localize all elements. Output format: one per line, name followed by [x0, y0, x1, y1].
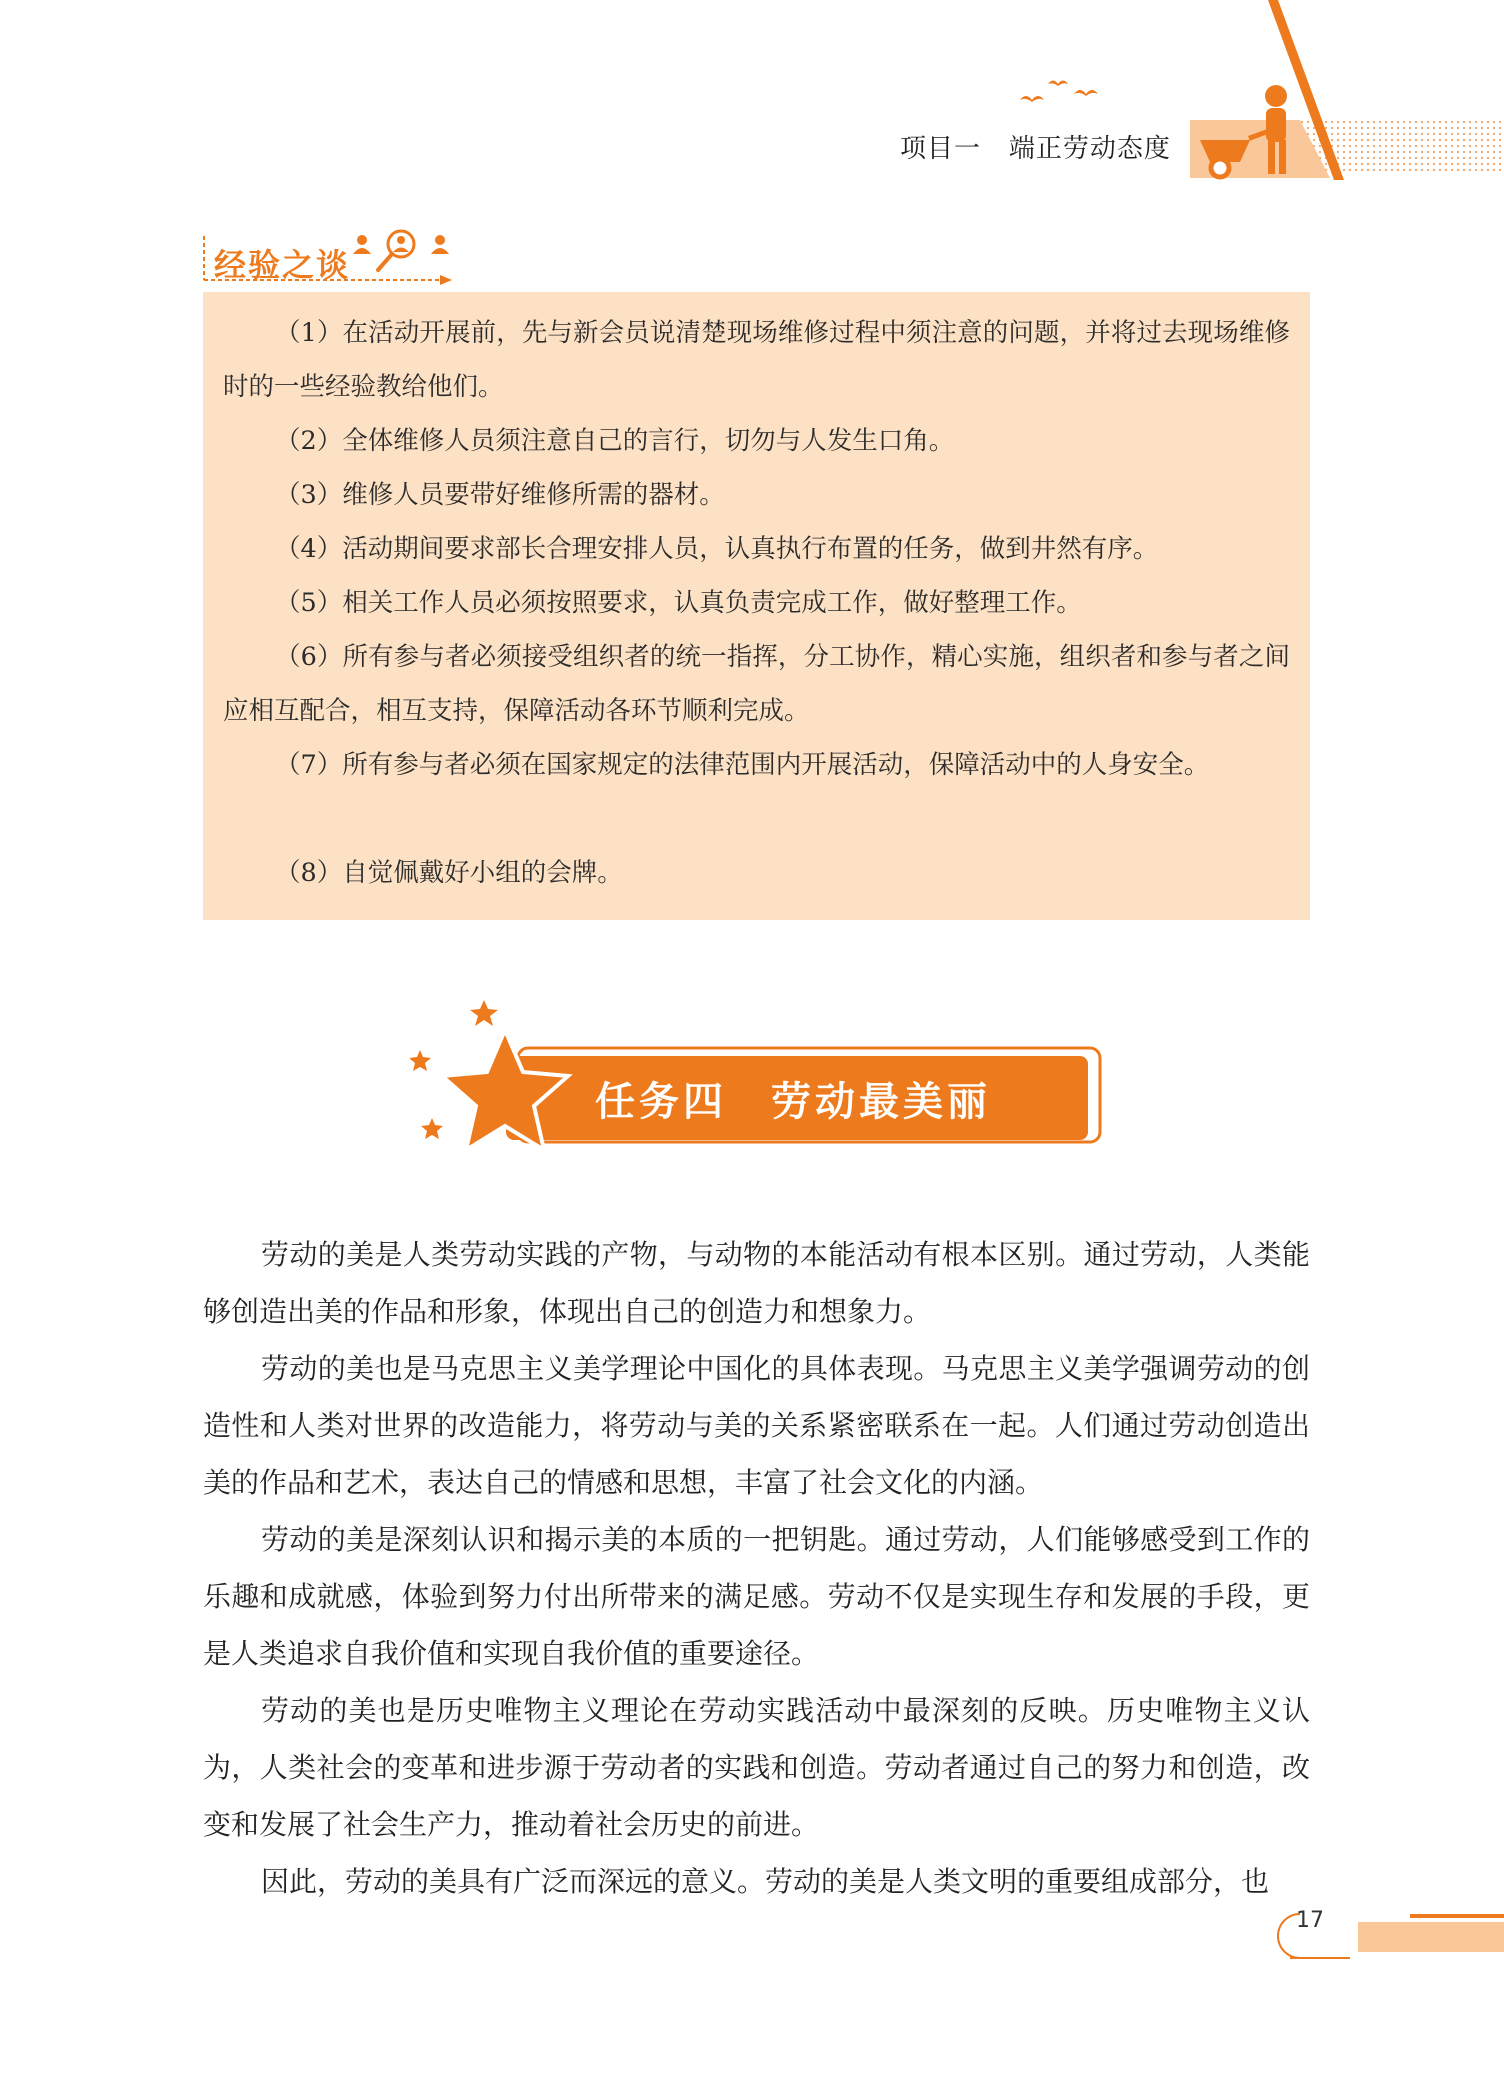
people-search-icon	[350, 228, 460, 274]
experience-item-2: （2）全体维修人员须注意自己的言行，切勿与人发生口角。	[275, 426, 955, 456]
header-project: 项目一	[900, 134, 982, 164]
body-paragraph-1: 劳动的美是人类劳动实践的产物，与动物的本能活动有根本区别。通过劳动，人类能够创造出美的作品和形象，体现出自己的创造力和想象力。	[203, 1238, 1310, 1328]
experience-item-7: （7）所有参与者必须在国家规定的法律范围内开展活动，保障活动中的人身安全。	[275, 750, 1210, 780]
task-title: 任务四 劳动最美丽	[595, 1079, 991, 1125]
page-number: 17	[1296, 1908, 1324, 1933]
small-star-icon	[470, 1000, 498, 1026]
experience-heading	[200, 232, 460, 292]
experience-item-8: （8）自觉佩戴好小组的会牌。	[275, 858, 623, 888]
small-star-icon	[421, 1118, 443, 1139]
experience-item-4: （4）活动期间要求部长合理安排人员，认真执行布置的任务，做到井然有序。	[275, 534, 1159, 564]
body-paragraph-5: 因此，劳动的美具有广泛而深远的意义。劳动的美是人类文明的重要组成部分，也	[261, 1865, 1270, 1898]
body-paragraph-2: 劳动的美也是马克思主义美学理论中国化的具体表现。马克思主义美学强调劳动的创造性和人类对世界的改造能力，将劳动与美的关系紧密联系在一起。人们通过劳动创造出美的作品和艺术，表达自己的情感和思想，丰富了社会文化的内涵。	[203, 1352, 1310, 1499]
small-star-icon	[410, 1050, 431, 1071]
experience-item-6: （6）所有参与者必须接受组织者的统一指挥，分工协作，精心实施，组织者和参与者之间应相互配合，相互支持，保障活动各环节顺利完成。	[223, 642, 1290, 726]
header-decoration	[1000, 0, 1504, 190]
body-paragraph-3: 劳动的美是深刻认识和揭示美的本质的一把钥匙。通过劳动，人们能够感受到工作的乐趣和成就感，体验到努力付出所带来的满足感。劳动不仅是实现生存和发展的手段，更是人类追求自我价值和实现自我价值的重要途径。	[203, 1523, 1310, 1670]
experience-box	[203, 292, 1310, 920]
header-chapter: 端正劳动态度	[1008, 134, 1171, 164]
experience-title: 经验之谈	[214, 246, 351, 284]
experience-item-1: （1）在活动开展前，先与新会员说清楚现场维修过程中须注意的问题，并将过去现场维修时的一些经验教给他们。	[223, 318, 1290, 402]
experience-item-5: （5）相关工作人员必须按照要求，认真负责完成工作，做好整理工作。	[275, 588, 1082, 618]
birds-icon	[1020, 81, 1098, 103]
body-paragraph-4: 劳动的美也是历史唯物主义理论在劳动实践活动中最深刻的反映。历史唯物主义认为，人类社会的变革和进步源于劳动者的实践和创造。劳动者通过自己的努力和创造，改变和发展了社会生产力，推动着社会历史的前进。	[203, 1694, 1310, 1841]
experience-item-3: （3）维修人员要带好维修所需的器材。	[275, 480, 725, 510]
